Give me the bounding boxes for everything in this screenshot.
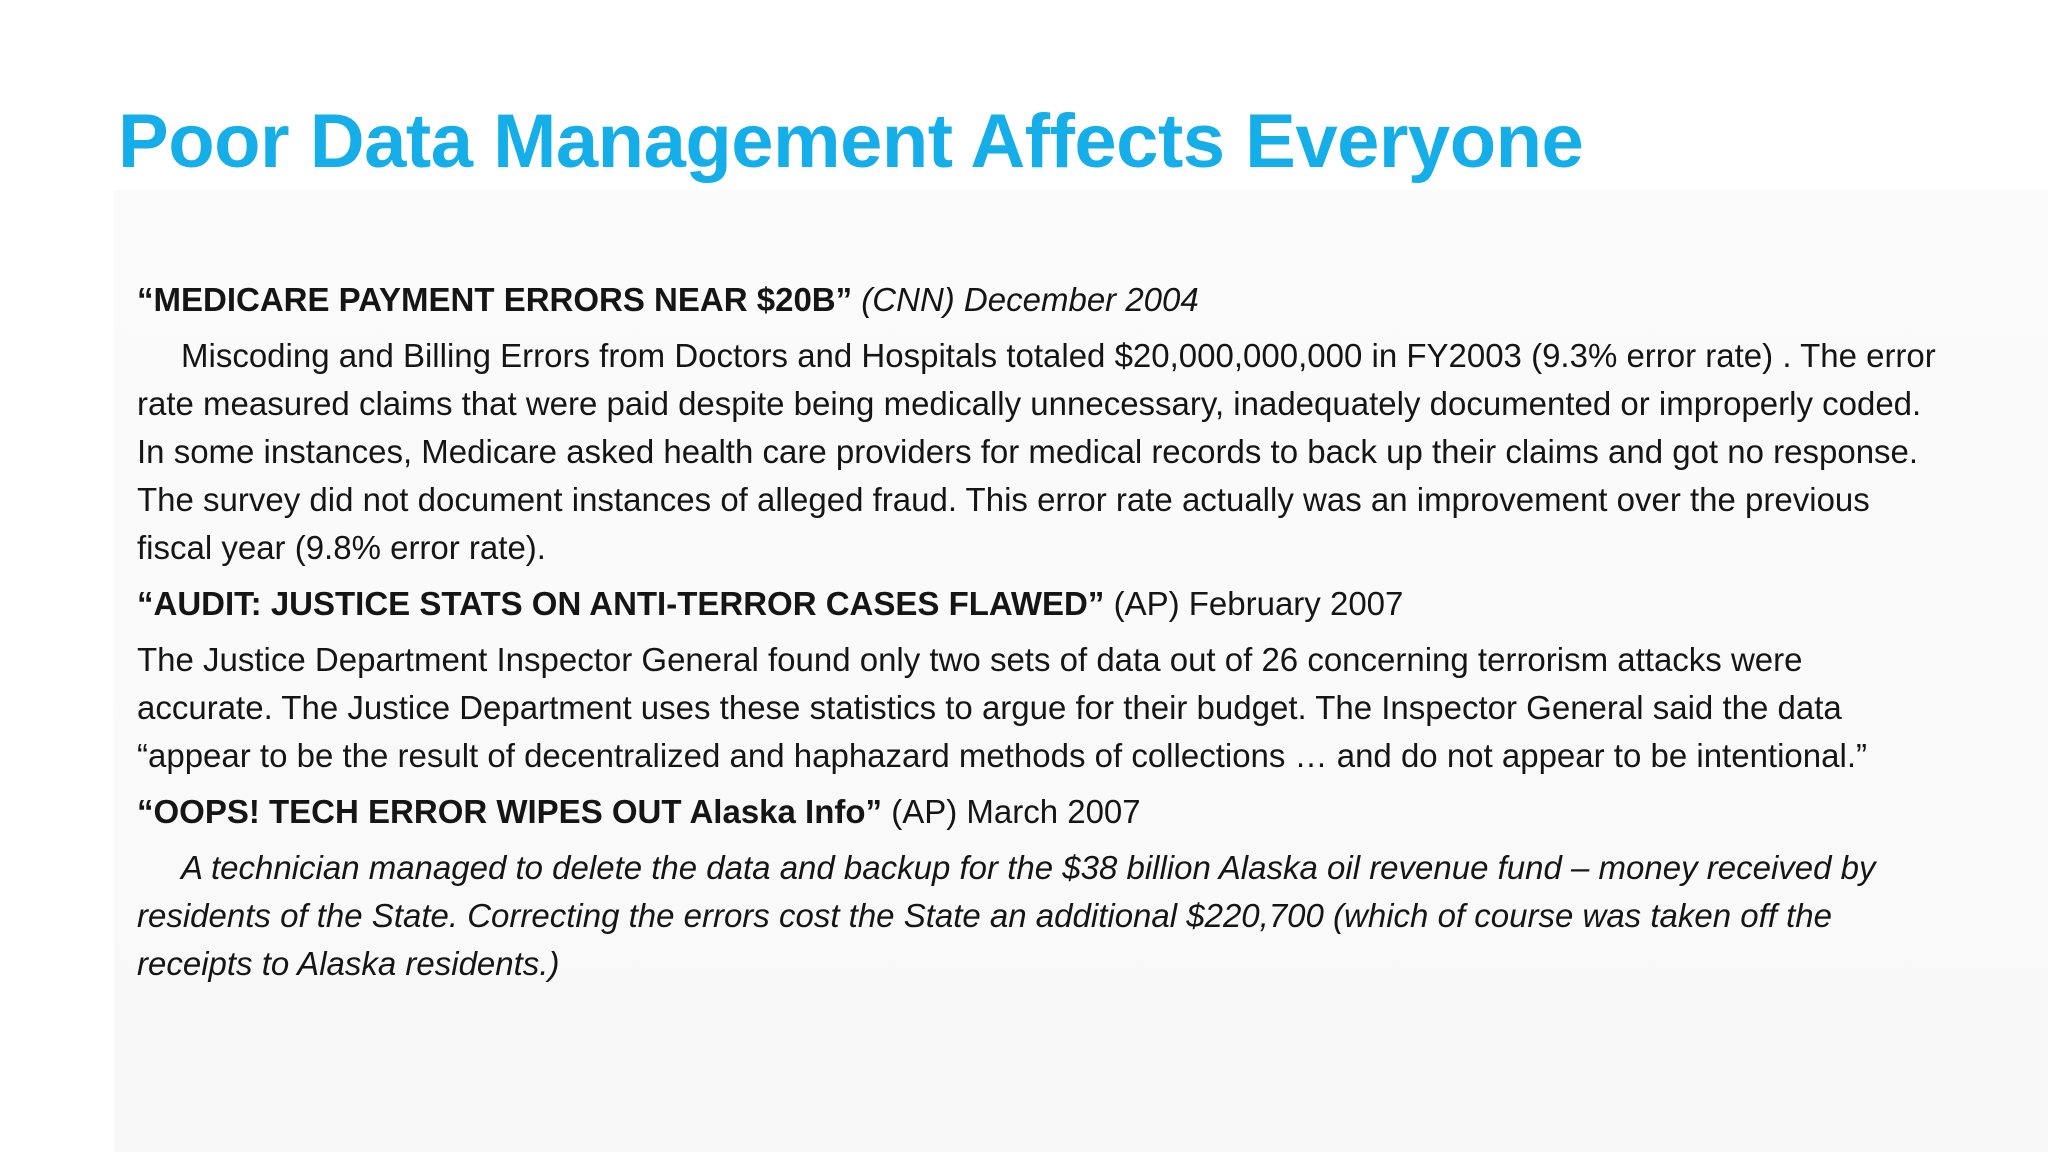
headline-source: (AP) March 2007 xyxy=(882,793,1141,830)
headline-title: “OOPS! TECH ERROR WIPES OUT Alaska Info” xyxy=(137,793,883,830)
headline-medicare xyxy=(137,276,1937,324)
paragraph-medicare xyxy=(137,332,1937,572)
paragraph-justice xyxy=(137,636,1937,780)
slide-body xyxy=(137,276,1937,996)
headline-title: “MEDICARE PAYMENT ERRORS NEAR $20B” xyxy=(137,281,853,318)
headline-alaska xyxy=(137,788,1937,836)
paragraph-text: A technician managed to delete the data and backup for the $38 billion Alaska oil revenue fund – money received by residents of the State. Correcting the errors cost the State an additional $220,700 (which of course was taken off the receipts to Alaska residents.) xyxy=(137,849,1876,982)
slide-title: Poor Data Management Affects Everyone xyxy=(118,99,1584,184)
paragraph-text: Miscoding and Billing Errors from Doctors and Hospitals totaled $20,000,000,000 in FY2003 (9.3% error rate) . The error rate measured claims that were paid despite being medically unnecessary, inadequately documented or improperly coded. In some instances, Medicare asked health care providers for medical records to back up their claims and got no response. The survey did not document instances of alleged fraud. This error rate actually was an improvement over the previous fiscal year (9.8% error rate). xyxy=(137,337,1936,566)
headline-title: “AUDIT: JUSTICE STATS ON ANTI-TERROR CASES FLAWED” xyxy=(137,585,1105,622)
headline-source: (CNN) December 2004 xyxy=(852,281,1199,318)
headline-justice xyxy=(137,580,1937,628)
paragraph-alaska xyxy=(137,844,1937,988)
paragraph-text: The Justice Department Inspector General found only two sets of data out of 26 concerning terrorism attacks were accurate. The Justice Department uses these statistics to argue for their budget. The Inspector General said the data “appear to be the result of decentralized and haphazard methods of collections … and do not appear to be intentional.” xyxy=(137,641,1867,774)
headline-source: (AP) February 2007 xyxy=(1104,585,1404,622)
